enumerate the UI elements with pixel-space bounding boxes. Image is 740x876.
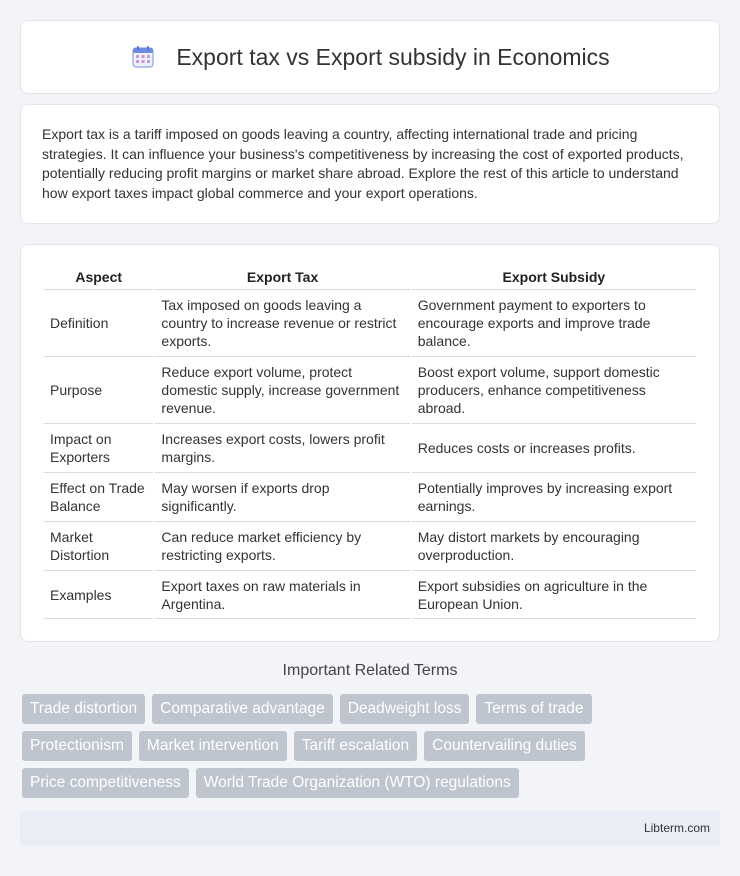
header-export-tax: Export Tax (246, 269, 319, 285)
related-term-tag[interactable]: Tariff escalation (294, 731, 417, 761)
row-export-tax: May worsen if exports drop significantly. (155, 472, 409, 521)
related-term-tag[interactable]: Market intervention (139, 731, 287, 761)
row-export-tax: Increases export costs, lowers profit margins. (155, 423, 409, 472)
row-export-tax: Tax imposed on goods leaving a country to increase revenue or restrict exports. (155, 289, 409, 356)
row-export-subsidy: May distort markets by encouraging overproduction. (412, 521, 696, 570)
intro-card (20, 104, 720, 224)
intro-text: Export tax is a tariff imposed on goods leaving a country, affecting international trade and pricing strategies. It can influence your business's competitiveness by increasing the cost of exported products, potentially reducing profit margins or market share abroad. Explore the rest of this article to understand how export taxes impact global commerce and your export operations. (42, 126, 684, 201)
row-export-subsidy: Boost export volume, support domestic producers, enhance competitiveness abroad. (412, 356, 696, 423)
footer-brand-link[interactable]: Libterm.com (643, 821, 710, 835)
related-term-tag[interactable]: World Trade Organization (WTO) regulations (196, 768, 519, 798)
row-aspect: Purpose (44, 356, 153, 423)
related-term-tag[interactable]: Comparative advantage (152, 694, 333, 724)
related-term-tag[interactable]: Countervailing duties (424, 731, 585, 761)
row-aspect: Market Distortion (44, 521, 153, 570)
page-title: Export tax vs Export subsidy in Economics (176, 43, 610, 70)
related-term-tag[interactable]: Protectionism (22, 731, 132, 761)
related-terms-title: Important Related Terms (282, 662, 458, 679)
row-export-subsidy: Reduces costs or increases profits. (412, 423, 696, 472)
related-term-tag[interactable]: Trade distortion (22, 694, 145, 724)
related-term-tag[interactable]: Deadweight loss (340, 694, 470, 724)
calendar-icon (130, 44, 156, 70)
row-aspect: Effect on Trade Balance (44, 472, 153, 521)
related-term-tag[interactable]: Price competitiveness (22, 768, 189, 798)
row-aspect: Definition (44, 289, 153, 356)
table-row (44, 472, 696, 521)
comparison-table (42, 263, 698, 619)
table-row (44, 289, 696, 356)
row-export-subsidy: Export subsidies on agriculture in the European Union. (412, 570, 696, 619)
table-row (44, 423, 696, 472)
row-export-tax: Reduce export volume, protect domestic supply, increase government revenue. (155, 356, 409, 423)
row-aspect: Examples (44, 570, 153, 619)
row-export-subsidy: Government payment to exporters to encourage exports and improve trade balance. (412, 289, 696, 356)
row-export-subsidy: Potentially improves by increasing export earnings. (412, 472, 696, 521)
table-row (44, 521, 696, 570)
row-export-tax: Can reduce market efficiency by restricting exports. (155, 521, 409, 570)
footer (20, 811, 720, 846)
title-card (20, 20, 720, 94)
related-term-tag[interactable]: Terms of trade (476, 694, 591, 724)
table-row (44, 570, 696, 619)
row-aspect: Impact on Exporters (44, 423, 153, 472)
row-export-tax: Export taxes on raw materials in Argentina. (155, 570, 409, 619)
header-export-subsidy: Export Subsidy (502, 269, 606, 285)
table-row (44, 356, 696, 423)
related-terms-list (22, 694, 722, 805)
comparison-card (20, 244, 720, 642)
header-aspect: Aspect (75, 269, 123, 285)
